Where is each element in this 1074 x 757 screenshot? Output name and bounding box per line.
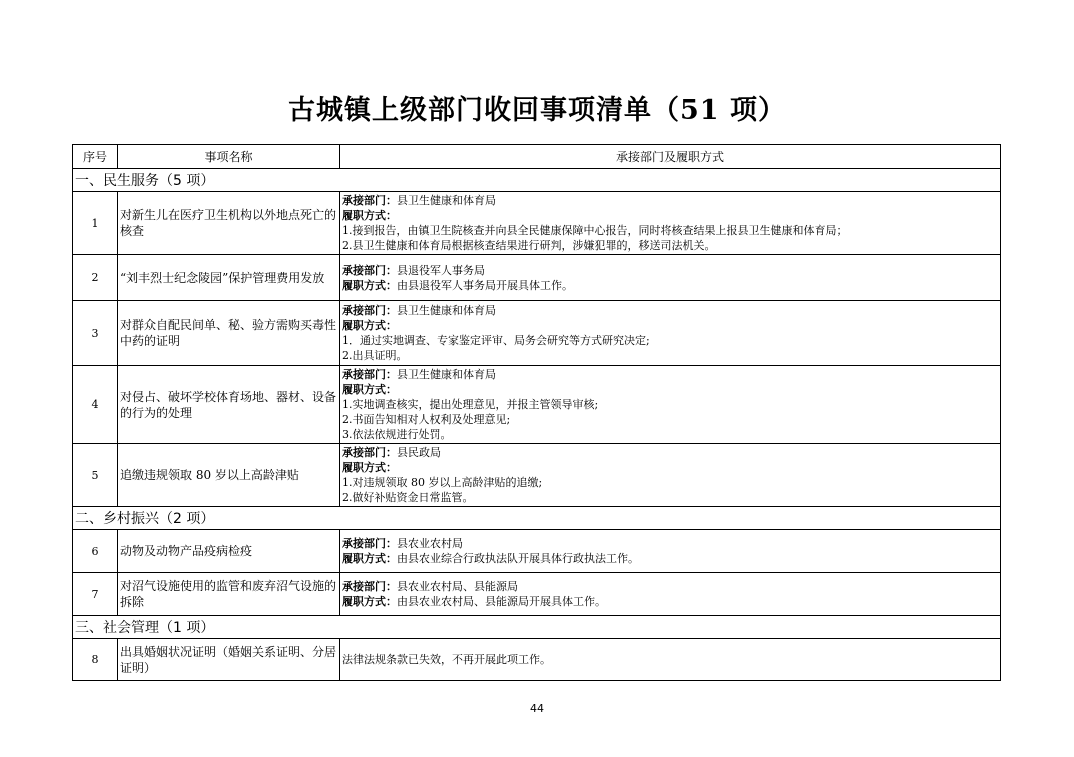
row-name: 出具婚姻状况证明（婚姻关系证明、分居证明）	[118, 639, 340, 681]
step-line: 3.依法依规进行处罚。	[342, 428, 452, 441]
table-row	[73, 444, 1001, 507]
items-table	[72, 144, 1001, 681]
row-no: 1	[73, 192, 118, 255]
section-title: 一、民生服务（5 项）	[73, 169, 1001, 192]
table-row	[73, 301, 1001, 366]
method-label: 履职方式：	[342, 278, 397, 292]
step-line: 2.出具证明。	[342, 349, 408, 362]
header-dept: 承接部门及履职方式	[340, 145, 1001, 169]
method-label: 履职方式：	[342, 209, 397, 222]
row-dept-cell	[340, 573, 1001, 616]
row-dept-cell	[340, 255, 1001, 301]
table-header-row	[73, 145, 1001, 169]
table-row	[73, 192, 1001, 255]
dept-value: 县农业农村局	[397, 537, 463, 550]
row-no: 8	[73, 639, 118, 681]
row-name: “刘丰烈士纪念陵园”保护管理费用发放	[118, 255, 340, 301]
header-no: 序号	[73, 145, 118, 169]
section-row	[73, 507, 1001, 530]
dept-label: 承接部门：	[342, 580, 397, 593]
table-row	[73, 366, 1001, 444]
section-row	[73, 616, 1001, 639]
dept-value: 县农业农村局、县能源局	[397, 580, 518, 593]
dept-label: 承接部门：	[342, 304, 397, 317]
row-dept-cell	[340, 444, 1001, 507]
method-value: 由县农业综合行政执法队开展具体行政执法工作。	[397, 552, 639, 565]
row-note: 法律法规条款已失效，不再开展此项工作。	[340, 639, 1001, 681]
row-dept-cell	[340, 301, 1001, 366]
row-no: 5	[73, 444, 118, 507]
row-name: 动物及动物产品疫病检疫	[118, 530, 340, 573]
page-title: 古城镇上级部门收回事项清单（51 项）	[288, 95, 786, 126]
row-no: 4	[73, 366, 118, 444]
row-no: 2	[73, 255, 118, 301]
row-dept-cell	[340, 192, 1001, 255]
dept-label: 承接部门：	[342, 537, 397, 550]
method-value: 由县农业农村局、县能源局开展具体工作。	[397, 595, 606, 608]
section-row	[73, 169, 1001, 192]
row-dept-cell	[340, 366, 1001, 444]
step-line: 1.接到报告，由镇卫生院核查并向县全民健康保障中心报告，同时将核查结果上报县卫生健康和体育局；	[342, 224, 848, 237]
method-label: 履职方式：	[342, 552, 397, 565]
row-name: 对侵占、破坏学校体育场地、器材、设备的行为的处理	[118, 366, 340, 444]
method-label: 履职方式：	[342, 595, 397, 608]
method-label: 履职方式：	[342, 461, 397, 474]
page-number: 44	[530, 702, 544, 715]
step-line: 1．通过实地调查、专家鉴定评审、局务会研究等方式研究决定;	[342, 334, 650, 347]
row-name: 追缴违规领取 80 岁以上高龄津贴	[118, 444, 340, 507]
step-line: 1.实地调查核实，提出处理意见，并报主管领导审核;	[342, 398, 599, 411]
step-line: 2.县卫生健康和体育局根据核查结果进行研判，涉嫌犯罪的，移送司法机关。	[342, 239, 716, 252]
dept-label: 承接部门：	[342, 446, 397, 459]
dept-value: 县退役军人事务局	[397, 263, 485, 277]
table-row	[73, 255, 1001, 301]
step-line: 2.做好补贴资金日常监管。	[342, 491, 474, 504]
header-name: 事项名称	[118, 145, 340, 169]
row-no: 6	[73, 530, 118, 573]
table-row	[73, 573, 1001, 616]
dept-label: 承接部门：	[342, 194, 397, 207]
step-line: 2.书面告知相对人权利及处理意见;	[342, 413, 511, 426]
row-name: 对群众自配民间单、秘、验方需购买毒性中药的证明	[118, 301, 340, 366]
dept-label: 承接部门：	[342, 368, 397, 381]
table-row	[73, 530, 1001, 573]
dept-value: 县卫生健康和体育局	[397, 304, 496, 317]
row-name: 对新生儿在医疗卫生机构以外地点死亡的核查	[118, 192, 340, 255]
step-line: 1.对违规领取 80 岁以上高龄津贴的追缴;	[342, 476, 543, 489]
row-dept-cell	[340, 530, 1001, 573]
section-title: 三、社会管理（1 项）	[73, 616, 1001, 639]
table-row	[73, 639, 1001, 681]
dept-value: 县卫生健康和体育局	[397, 368, 496, 381]
dept-value: 县卫生健康和体育局	[397, 194, 496, 207]
section-title: 二、乡村振兴（2 项）	[73, 507, 1001, 530]
method-value: 由县退役军人事务局开展具体工作。	[397, 278, 573, 292]
row-no: 3	[73, 301, 118, 366]
dept-label: 承接部门：	[342, 263, 397, 277]
row-name: 对沼气设施使用的监管和废弃沼气设施的拆除	[118, 573, 340, 616]
method-label: 履职方式：	[342, 383, 397, 396]
dept-value: 县民政局	[397, 446, 441, 459]
row-no: 7	[73, 573, 118, 616]
method-label: 履职方式：	[342, 319, 397, 332]
